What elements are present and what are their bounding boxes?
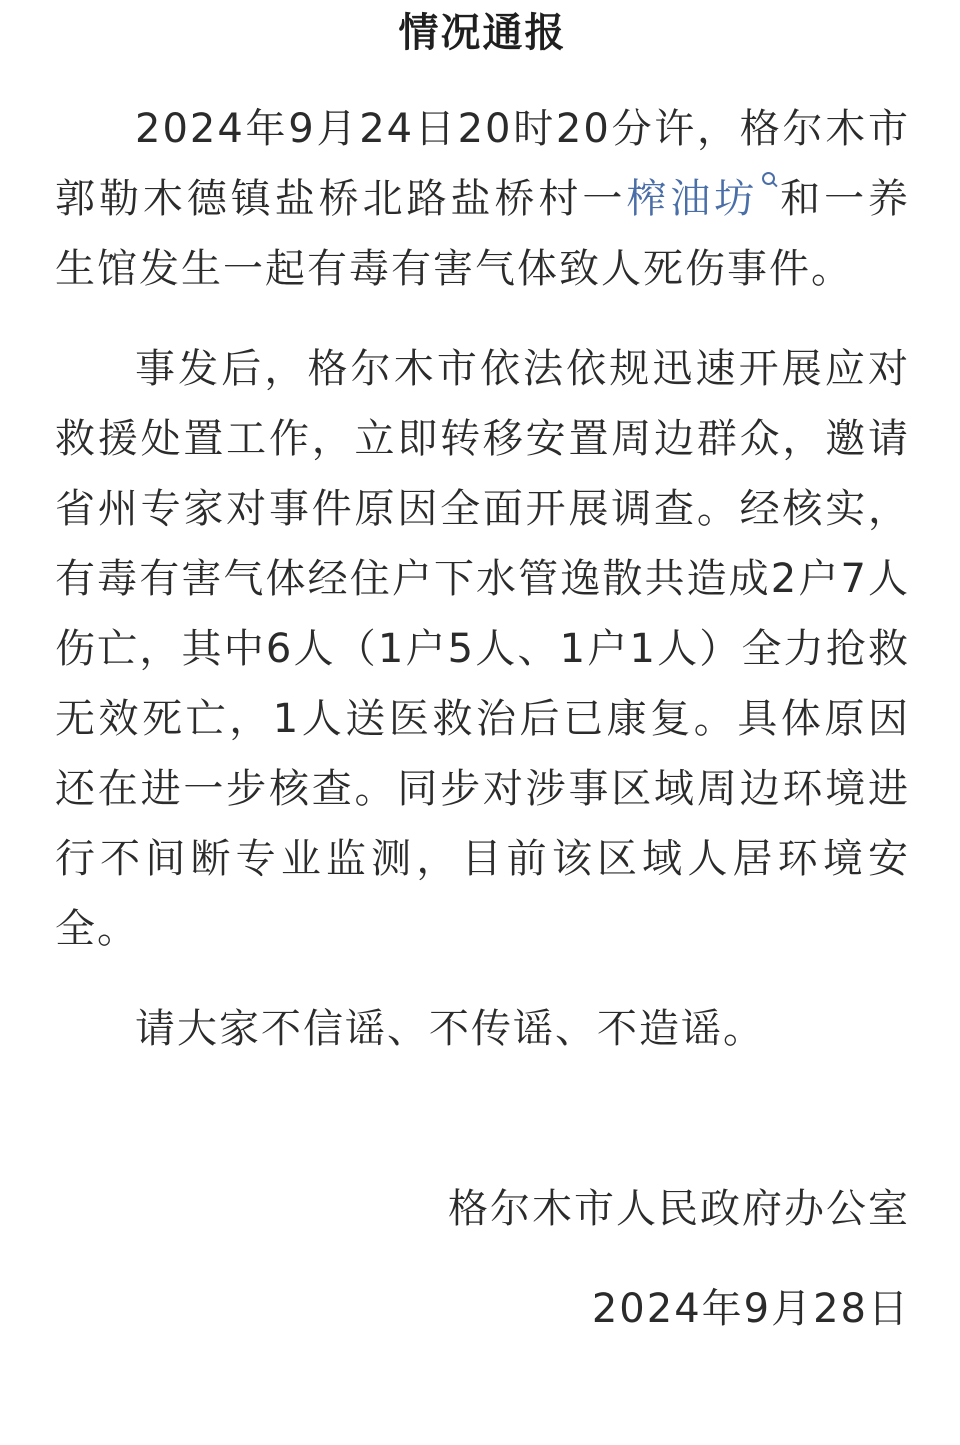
paragraph-rumor-warning: 请大家不信谣、不传谣、不造谣。 bbox=[135, 1006, 765, 1052]
paragraph-response: 事发后，格尔木市依法依规迅速开展应对救援处置工作，立即转移安置周边群众，邀请省州专家对事件原因全面开展调查。经核实，有毒有害气体经住户下水管逸散共造成2户7人伤亡，其中6人（1户5人、1户1人）全力抢救无效死亡，1人送医救治后已康复。具体原因还在进一步核查。同步对涉事区域周边环境进行不间断专业监测，目前该区域人居环境安全。 bbox=[55, 346, 910, 952]
search-icon[interactable] bbox=[762, 172, 776, 192]
signature-date: 2024年9月28日 bbox=[591, 1286, 910, 1332]
notice-document bbox=[55, 0, 910, 1344]
paragraph-incident bbox=[55, 94, 910, 304]
notice-title: 情况通报 bbox=[398, 10, 567, 56]
paragraph-incident-text-after: 和一养生馆发生一起有毒有害气体致人死伤事件。 bbox=[55, 176, 911, 292]
paragraph-incident-text-before: 2024年9月24日20时20分许，格尔木市郭勒木德镇盐桥北路盐桥村一 bbox=[55, 106, 910, 222]
signature-organization: 格尔木市人民政府办公室 bbox=[448, 1186, 910, 1232]
oil-mill-search-link[interactable]: 榨油坊 bbox=[626, 176, 759, 222]
